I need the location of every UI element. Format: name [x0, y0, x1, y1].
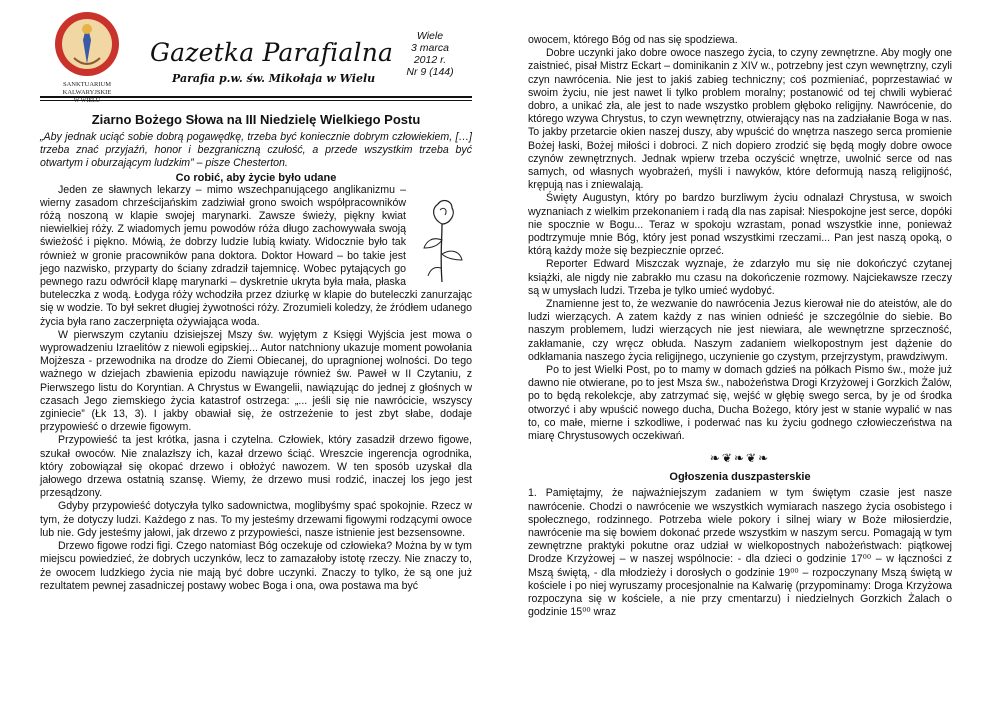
- article-quote: „Aby jednak uciąć sobie dobrą pogawędkę, trzeba być koniecznie dobrym człowiekiem, […] trzeba znać przyjaźń, honor i bezgraniczną czułość, a przede wszystkim trzeba być otwartym i oburzającym ludzkim” – pisze Chesterton.: [40, 131, 472, 170]
- paragraph-10: Po to jest Wielki Post, po to mamy w domach gdzieś na półkach Pismo św., może już dawno nie otwierane, po to jest Msza św., nabożeństwa Drogi Krzyżowej i Gorzkich Żalów, po to będą rekolekcje, aby zatrzymać się, wejść w głębię swego serca, by je od środka otworzyć i aby wpuścić nowego ducha, Ducha Bożego, który jest w stanie wypalić w nas to, co małe, mierne i szkodliwe, i poderwać nas ku życiu godnego człowieczeństwa na miarę Chrystusowych oczekiwań.: [528, 364, 952, 443]
- masthead: [40, 0, 472, 112]
- left-column: [40, 0, 472, 593]
- issue-year: 2012 r.: [413, 54, 447, 66]
- issue-meta: [394, 30, 466, 78]
- sanctuary-seal-logo: [44, 10, 130, 108]
- announcement-item-1: 1. Pamiętajmy, że najważniejszym zadaniem w tym świętym czasie jest nasze nawrócenie. Chodzi o nawrócenie we wszystkich wymiarach naszego życia osobistego i społecznego, rodzinnego. Potrzeba wiele pokory i silnej wiary w Boże miłosierdzie, nawrócenie ma się bowiem dokonać przede wszystkim w naszym sercu. Pomagają w tym zewnętrzne praktyki pokutne oraz udział w wielkopostnych nabożeństwach: piątkowej Drodze Krzyżowej – w naszej wspólnocie: - dla dzieci o godzinie 17⁰⁰ – w łączności z Mszą świętą, - dla młodzieży i dorosłych o godzinie 19⁰⁰ – rozpoczynany Mszą świętą w kościele i po niej wyruszamy procesjonalnie na Kalwarię (przypominamy: Droga Krzyżowa rozpoczyna się w kościele, a nie przy cmentarzu) i niedzielnych Gorzkich Żalach o godzinie 15⁰⁰ wraz: [528, 487, 952, 619]
- paragraph-9: Znamienne jest to, że wezwanie do nawrócenia Jezus kierował nie do ateistów, ale do ludzi wierzących. A zatem każdy z nas winien odnieść je szczególnie do siebie. Bo naszym problemem, ludzi wierzących nie jest niewiara, ale wewnętrzne sprzeczność, zakłamanie, czy wręcz obłuda. Naszym zadaniem wielkopostnym jest dążenie do odkłamania naszego życia religijnego, uczynienie go czystym, przejrzystym, prawdziwym.: [528, 298, 952, 363]
- newsletter-title: Gazetka Parafialna: [150, 38, 394, 67]
- seal-line-3: W WIELU: [73, 98, 101, 104]
- article-title: Ziarno Bożego Słowa na III Niedzielę Wielkiego Postu: [91, 112, 421, 127]
- right-column: [528, 34, 952, 619]
- issue-number: Nr 9 (144): [406, 66, 454, 78]
- paragraph-5: Drzewo figowe rodzi figi. Czego natomiast Bóg oczekuje od człowieka? Można by w tym miejscu powiedzieć, że dobrych uczynków, lecz to zamazałoby istotę rzeczy. Nie znaczy to, że owocem ludzkiego życia nie mają być dobre uczynki. Znaczy to tylko, że są one już rezultatem pewnej zasadniczej postawy wobec Boga i ona, owa postawa ma być: [40, 540, 472, 592]
- paragraph-2: W pierwszym czytaniu dzisiejszej Mszy św. wyjętym z Księgi Wyjścia jest mowa o wyprowadzeniu Izraelitów z niewoli egipskiej... Autor natchniony ukazuje moment powołania Mojżesza - przewodnika na drodze do Ziemi Obiecanej, do upragnionej wolności. Do tego ważnego w dziejach zbawienia epizodu nawiązuje również św. Paweł w II Czytaniu, z Pierwszego listu do Koryntian. A Chrystus w Ewangelii, nawiązując do jednej z głośnych w czasach Jego ziemskiego życia katastrof ostrzega: „... jeśli się nie nawrócicie, wszyscy zginiecie” (Łk 13, 3). I jakby obawiał się, że ostrzeżenie to jest zbyt słabe, dodaje przypowieść o drzewie figowym.: [40, 328, 472, 434]
- article-subheading: Co robić, aby życie było udane: [175, 171, 337, 184]
- paragraph-3: Przypowieść ta jest krótka, jasna i czytelna. Człowiek, który zasadził drzewo figowe, szukał owoców. Nie znalazłszy ich, kazał drzewo ściąć. Wreszcie ingerencja ogrodnika, który zobowiązał się okopać drzewo i obłożyć nawozem. W ten sposób uzyskał dla jałowego drzewa ostatnią szansę. Wiemy, że drzewo musi rodzić, inaczej los jego jest przesądzony.: [40, 434, 472, 500]
- seal-line-1: SANKTUARIUM: [62, 81, 112, 88]
- paragraph-7: Święty Augustyn, który po bardzo burzliwym życiu odnalazł Chrystusa, w swoich wyznaniach z wielkim przekonaniem i radą dla nas zapisał: Niespokojne jest serce, dopóki nie spocznie w Bogu... Teraz w spokoju wzrastam, ponad wszystkie inne, ponieważ podtrzymuje mnie Bóg, który jest ponad wszystkimi rzeczami... Pan jest naszą opoką, o którą każdy może się bezpiecznie oprzeć.: [528, 192, 952, 258]
- masthead-rule: [40, 96, 472, 101]
- rose-illustration: [412, 190, 472, 286]
- paragraph-continuation: owocem, którego Bóg od nas się spodziewa.: [528, 34, 738, 46]
- paragraph-8: Reporter Edward Miszczak wyznaje, że zdarzyło mu się nie dokończyć czytanej książki, ale nigdy nie zabrakło mu czasu na dokończenie rozmowy. Najciekawsze rzeczy są w umysłach ludzi. Trzeba je tylko umieć wydobyć.: [528, 258, 952, 297]
- issue-place: Wiele: [416, 30, 444, 42]
- paragraph-1: Jeden ze sławnych lekarzy – mimo wszechpanującego anglikanizmu – wierny zasadom chrześcijańskim zadziwiał grono swoich współpracowników różą noszoną w klapie swojej marynarki. Zawsze świeży, piękny kwiat niewielkiej róży. Z wiadomych jemu powodów róża długo zachowywała swoją świeżość i piękno. Mówią, że dobrzy ludzie lubią kwiaty. Widocznie było tak również w gronie pracowników pana doktora. Doktor Howard – bo takie jest jego nazwisko, przyparty do ściany zdradził tajemnicę. Wobec pytających go pewnego razu odwrócił klapę marynarki – dyskretnie ukryta była mała, płaska buteleczka z wodą. Łodyga róży wchodziła przez dziurkę w klapie do buteleczki zanurzając się w wodzie. To był sekret długiej żywotności róży. Zrozumieli koledzy, że źródłem udanego życia była rano zaczerpnięta ożywiająca woda.: [40, 183, 472, 328]
- paragraph-4: Gdyby przypowieść dotyczyła tylko sadownictwa, moglibyśmy spać spokojnie. Rzecz w tym, że dotyczy ludzi. Każdego z nas. To my jesteśmy drzewami figowymi rodzącymi owoce lub nie. Gdy jesteśmy jałowi, jak drzewo z przypowieści, nasze istnienie jest bezsensowne.: [40, 500, 472, 539]
- issue-date: 3 marca: [411, 42, 449, 54]
- ornament-divider: ❧❦❧❦❧: [709, 451, 771, 466]
- announcements-title: Ogłoszenia duszpasterskie: [669, 471, 811, 484]
- paragraph-6: Dobre uczynki jako dobre owoce naszego życia, to czyny zewnętrzne. Aby mogły one zaistnieć, pisał Mistrz Eckart – dominikanin z XIV w., potrzebny jest czyn wewnętrzny, czyli czyn nawrócenia. Nie jest to jakiś zabieg techniczny; coś pozmieniać, poprzestawiać w swoim życiu, nie jest nawet li tylko problem moralny; postanowić od tej chwili wybierać dobro, a unikać zła, ale jest to nade wszystko problem głęboko religijny. Nawrócenie, do którego wzywa Chrystus, to czyn wewnętrzny, otwierający nas na zadziałanie Boga w nas. To jakby przetarcie okien naszej duszy, aby wpuścić do wnętrza naszego serca promienie Bożej łaski, Bożej miłości i dobroci. Z nich dopiero zrodzić się będą mogły dobre owoce czynów zewnętrznych. Jednak wpierw trzeba oczyścić wnętrze, uwolnić serce od nas samych, od własnych wyobrażeń, myśli i nawyków, które deformują naszą religijność, krępują nas i zniewalają.: [528, 47, 952, 192]
- newsletter-subtitle: Parafia p.w. św. Mikołaja w Wielu: [172, 72, 376, 85]
- seal-line-2: KALWARYJSKIE: [62, 89, 112, 96]
